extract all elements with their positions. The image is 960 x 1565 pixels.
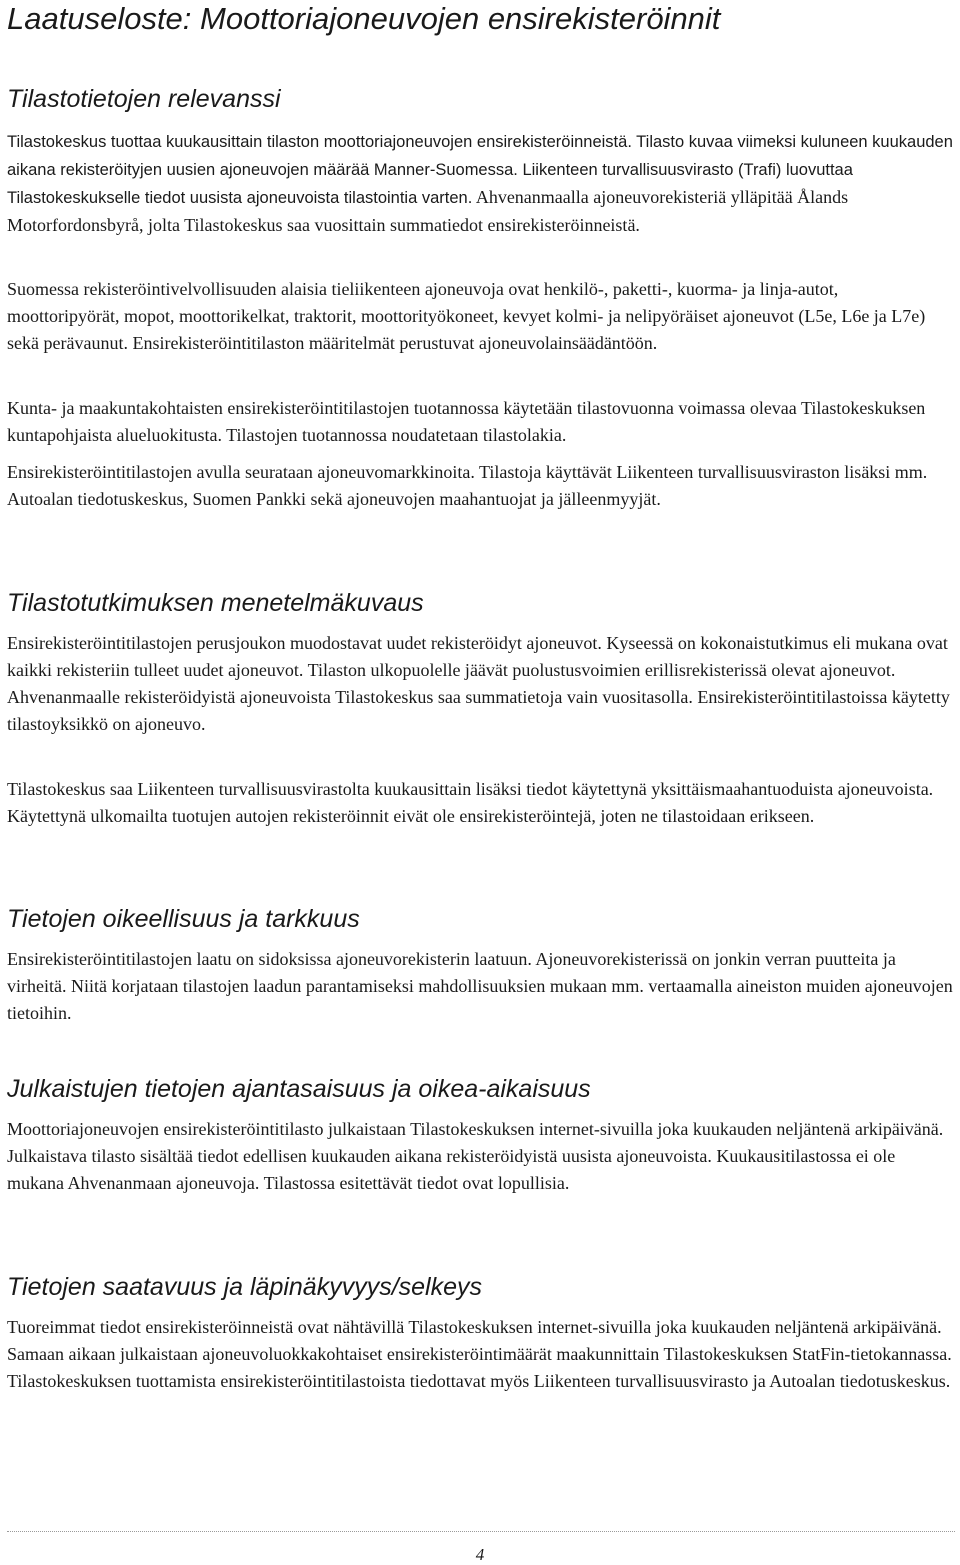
paragraph-population: Ensirekisteröintitilastojen perusjoukon muodostavat uudet rekisteröidyt ajoneuvot. Kyseessä on kokonaistutkimus eli mukana ovat kaikki rekisteriin tulleet uudet ajoneuvot. Tilaston ulkopuolelle jäävät puolustusvoimien erillisrekisterissä olevat ajoneuvot. Ahvenanmaalle rekisteröidyistä ajoneuvoista Tilastokeskus saa summatietoja vain vuositasolla. Ensirekisteröintitilastoissa käytetty tilastoyksikkö on ajoneuvo.	[7, 633, 950, 734]
paragraph-vehicle-types: Suomessa rekisteröintivelvollisuuden alaisia tieliikenteen ajoneuvoja ovat henkilö-, paketti-, kuorma- ja linja-autot, moottoripyörät, mopot, moottorikelkat, traktorit, moottorityökoneet, kevyet kolmi- ja nelipyöräiset ajoneuvot (L5e, L6e ja L7e) sekä perävaunut. Ensirekisteröintitilaston määritelmät perustuvat ajoneuvolainsäädäntöön.	[7, 279, 926, 353]
paragraph-relevance-intro-sans: Tilastokeskus tuottaa kuukausittain tilaston moottoriajoneuvojen ensirekisteröinneistä. Tilasto kuvaa viimeksi kuluneen kuukauden aikana rekisteröityjen uusien ajoneuvojen määrää Manner-Suomessa. Liikenteen turvallisuusvirasto (Trafi) luovuttaa Tilastokeskukselle tiedot uusista ajoneuvoista tilastointia varten.	[7, 133, 953, 207]
section-heading-accuracy: Tietojen oikeellisuus ja tarkkuus	[7, 905, 360, 933]
paragraph-accuracy: Ensirekisteröintitilastojen laatu on sidoksissa ajoneuvorekisterin laatuun. Ajoneuvorekisterissä on jonkin verran puutteita ja virheitä. Niitä korjataan tilastojen laadun parantamiseksi mahdollisuuksien mukaan mm. vertaamalla aineiston muiden ajoneuvojen tietoihin.	[7, 949, 953, 1023]
paragraph-availability: Tuoreimmat tiedot ensirekisteröinneistä ovat nähtävillä Tilastokeskuksen internet-sivuilla joka kuukauden neljäntenä arkipäivänä. Samaan aikaan julkaistaan ajoneuvoluokkakohtaiset ensirekisteröintimäärät maakunnittain Tilastokeskuksen StatFin-tietokannassa. Tilastokeskuksen tuottamista ensirekisteröintitilastoista tiedottavat myös Liikenteen turvallisuusvirasto ja Autoalan tiedotuskeskus.	[7, 1317, 952, 1391]
section-heading-methodology: Tilastotutkimuksen menetelmäkuvaus	[7, 589, 424, 617]
section-heading-availability: Tietojen saatavuus ja läpinäkyvyys/selkeys	[7, 1273, 483, 1301]
section-heading-timeliness: Julkaistujen tietojen ajantasaisuus ja oikea-aikaisuus	[7, 1075, 591, 1103]
paragraph-statistics-usage: Ensirekisteröintitilastojen avulla seurataan ajoneuvomarkkinoita. Tilastoja käyttävät Liikenteen turvallisuusviraston lisäksi mm. Autoalan tiedotuskeskus, Suomen Pankki sekä ajoneuvojen maahantuojat ja jälleenmyyjät.	[7, 462, 928, 509]
footer-divider	[7, 1531, 955, 1532]
paragraph-relevance-intro-serif: Ahvenanmaalla ajoneuvorekisteriä ylläpitää Ålands Motorfordonsbyrå, jolta Tilastokeskus saa vuosittain summatiedot ensirekisteröinneistä.	[7, 187, 849, 235]
paragraph-relevance-intro	[7, 128, 955, 239]
section-heading-relevance: Tilastotietojen relevanssi	[7, 85, 281, 113]
paragraph-used-imports: Tilastokeskus saa Liikenteen turvallisuusvirastolta kuukausittain lisäksi tiedot käytettynä yksittäismaahantuoduista ajoneuvoista. Käytettynä ulkomailta tuotujen autojen rekisteröinnit eivät ole ensirekisteröintejä, joten ne tilastoidaan erikseen.	[7, 779, 934, 826]
paragraph-regional-classification: Kunta- ja maakuntakohtaisten ensirekisteröintitilastojen tuotannossa käytetään tilastovuonna voimassa olevaa Tilastokeskuksen kuntapohjaista alueluokitusta. Tilastojen tuotannossa noudatetaan tilastolakia.	[7, 398, 926, 445]
document-title: Laatuseloste: Moottoriajoneuvojen ensirekisteröinnit	[7, 1, 721, 36]
paragraph-timeliness: Moottoriajoneuvojen ensirekisteröintitilasto julkaistaan Tilastokeskuksen internet-sivuilla joka kuukauden neljäntenä arkipäivänä. Julkaistava tilasto sisältää tiedot edellisen kuukauden aikana rekisteröidyistä uusista ajoneuvoista. Kuukausitilastossa ei ole mukana Ahvenanmaan ajoneuvoja. Tilastossa esitettävät tiedot ovat lopullisia.	[7, 1119, 944, 1193]
page-number: 4	[475, 1545, 485, 1564]
